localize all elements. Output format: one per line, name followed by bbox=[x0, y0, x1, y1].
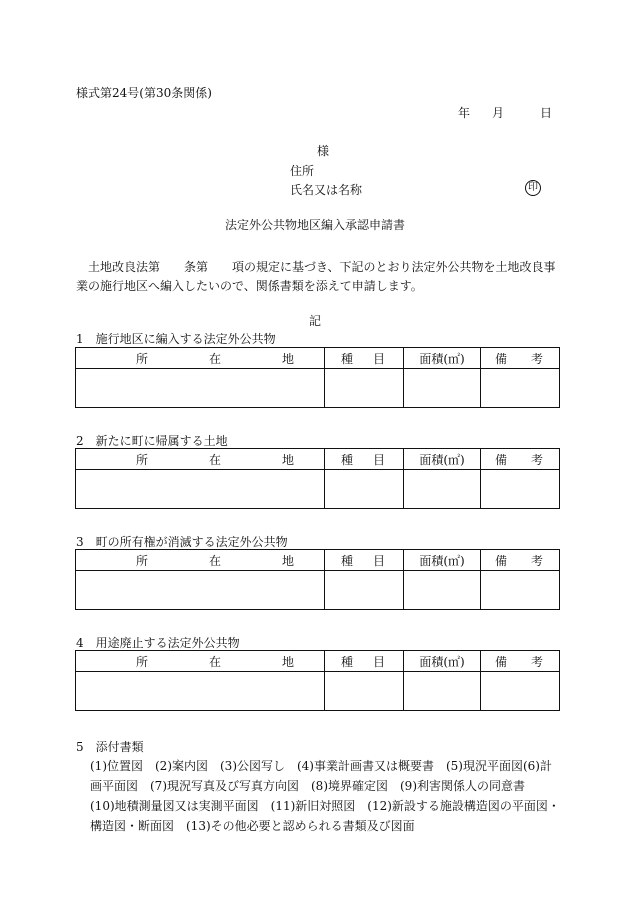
header-type: 種 目 bbox=[325, 651, 404, 672]
header-remarks: 備 考 bbox=[481, 651, 560, 672]
section-table-4 bbox=[75, 650, 560, 711]
attachments-line-4: 構造図・断面図 (13)その他必要と認められる書類及び図面 bbox=[90, 819, 415, 833]
header-area: 面積(㎡) bbox=[404, 348, 481, 369]
header-area: 面積(㎡) bbox=[404, 550, 481, 571]
cell-type[interactable] bbox=[325, 369, 404, 408]
section-title-1: 1 施行地区に編入する法定外公共物 bbox=[76, 332, 276, 346]
section-table-2 bbox=[75, 448, 560, 509]
cell-area[interactable] bbox=[404, 470, 481, 509]
date-day: 日 bbox=[540, 106, 553, 120]
seal-mark: 印 bbox=[525, 180, 541, 196]
body-text bbox=[76, 258, 556, 296]
cell-type[interactable] bbox=[325, 470, 404, 509]
attachments-line-3: (10)地積測量図又は実測平面図 (11)新旧対照図 (12)新設する施設構造図の平面図・ bbox=[90, 799, 560, 813]
section-table-3 bbox=[75, 549, 560, 610]
section-title-3: 3 町の所有権が消滅する法定外公共物 bbox=[76, 535, 288, 549]
name-label: 氏名又は名称 bbox=[290, 183, 363, 197]
cell-area[interactable] bbox=[404, 571, 481, 610]
attachments-line-2: 画平面図 (7)現況写真及び写真方向図 (8)境界確定図 (9)利害関係人の同意書 bbox=[90, 779, 525, 793]
body-line-2: 業の施行地区へ編入したいので、関係書類を添えて申請します。 bbox=[76, 279, 423, 293]
header-area: 面積(㎡) bbox=[404, 651, 481, 672]
address-label: 住所 bbox=[290, 164, 315, 178]
header-type: 種 目 bbox=[325, 348, 404, 369]
document-title: 法定外公共物地区編入承認申請書 bbox=[224, 218, 405, 232]
header-location: 所 在 地 bbox=[76, 550, 325, 571]
cell-location[interactable] bbox=[76, 369, 325, 408]
header-remarks: 備 考 bbox=[481, 348, 560, 369]
header-remarks: 備 考 bbox=[481, 550, 560, 571]
cell-remarks[interactable] bbox=[481, 672, 560, 711]
ki-heading: 記 bbox=[308, 314, 321, 328]
header-type: 種 目 bbox=[325, 550, 404, 571]
cell-type[interactable] bbox=[325, 672, 404, 711]
section-title-2: 2 新たに町に帰属する土地 bbox=[76, 434, 228, 448]
header-remarks: 備 考 bbox=[481, 449, 560, 470]
attachments-title: 5 添付書類 bbox=[76, 740, 144, 754]
cell-remarks[interactable] bbox=[481, 470, 560, 509]
header-type: 種 目 bbox=[325, 449, 404, 470]
header-location: 所 在 地 bbox=[76, 348, 325, 369]
form-number: 様式第24号(第30条関係) bbox=[76, 86, 212, 100]
cell-remarks[interactable] bbox=[481, 369, 560, 408]
cell-area[interactable] bbox=[404, 672, 481, 711]
section-table-1 bbox=[75, 347, 560, 408]
header-location: 所 在 地 bbox=[76, 449, 325, 470]
header-area: 面積(㎡) bbox=[404, 449, 481, 470]
date-year: 年 bbox=[458, 106, 471, 120]
cell-location[interactable] bbox=[76, 571, 325, 610]
addressee-suffix: 様 bbox=[317, 144, 330, 158]
body-line-1: 土地改良法第 条第 項の規定に基づき、下記のとおり法定外公共物を土地改良事 bbox=[88, 260, 556, 274]
attachments-line-1: (1)位置図 (2)案内図 (3)公図写し (4)事業計画書又は概要書 (5)現況平面図(6)計 bbox=[90, 759, 552, 773]
cell-remarks[interactable] bbox=[481, 571, 560, 610]
header-location: 所 在 地 bbox=[76, 651, 325, 672]
cell-location[interactable] bbox=[76, 672, 325, 711]
cell-type[interactable] bbox=[325, 571, 404, 610]
attachments-list bbox=[90, 756, 560, 836]
cell-location[interactable] bbox=[76, 470, 325, 509]
cell-area[interactable] bbox=[404, 369, 481, 408]
date-month: 月 bbox=[492, 106, 505, 120]
section-title-4: 4 用途廃止する法定外公共物 bbox=[76, 636, 240, 650]
